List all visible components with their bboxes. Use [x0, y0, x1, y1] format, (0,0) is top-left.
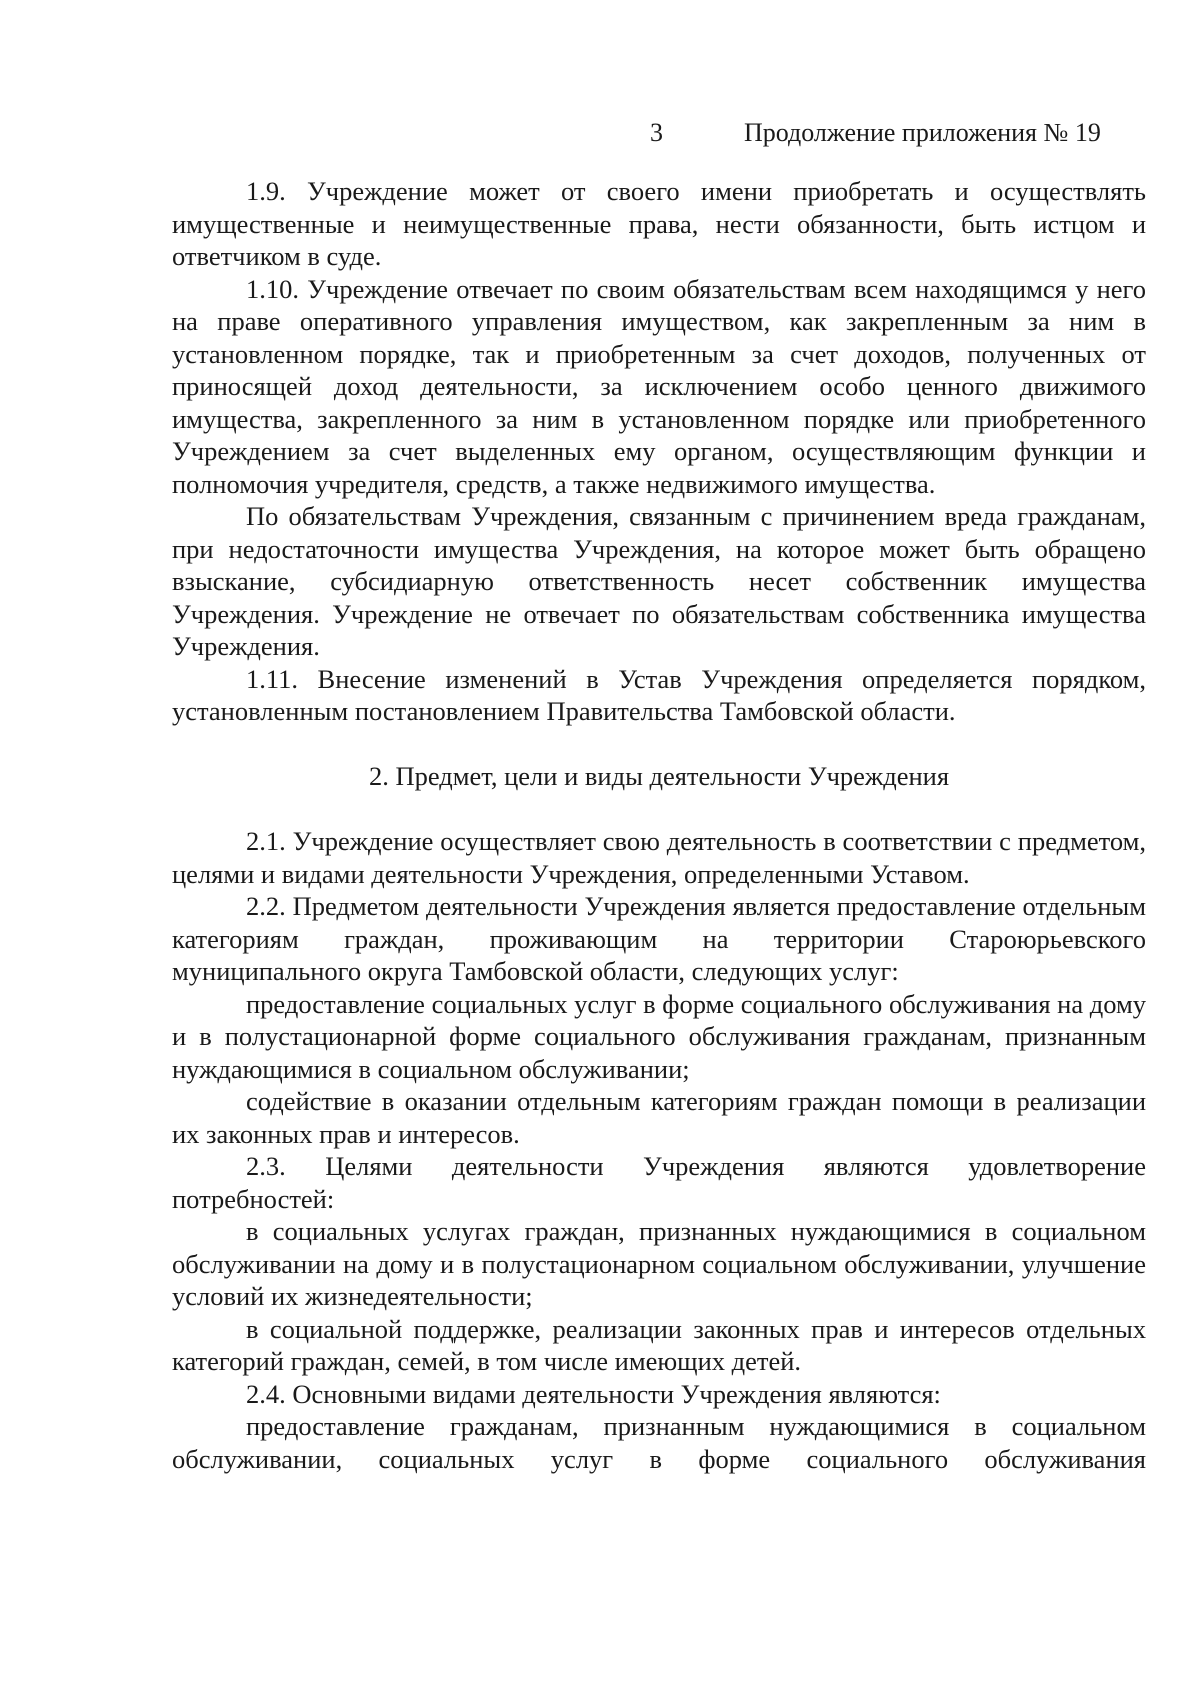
paragraph-1-10: 1.10. Учреждение отвечает по своим обязательствам всем находящимся у него на праве оперативного управления имуществом, как закрепленным за ним в установленном порядке, так и приобретенным за счет доходов, полученных от приносящей доход деятельности, за исключением особо ценного движимого имущества, закрепленного за ним в установленном порядке или приобретенного Учреждением за счет выделенных ему органом, осуществляющим функции и полномочия учредителя, средств, а также недвижимого имущества.	[172, 273, 1146, 499]
paragraph-2-3-item-2: в социальной поддержке, реализации законных прав и интересов отдельных категорий граждан, семей, в том числе имеющих детей.	[172, 1313, 1146, 1376]
document-body	[172, 175, 1146, 1475]
paragraph-1-11: 1.11. Внесение изменений в Устав Учреждения определяется порядком, установленным постановлением Правительства Тамбовской области.	[172, 663, 1146, 726]
paragraph-2-4: 2.4. Основными видами деятельности Учреждения являются:	[246, 1378, 941, 1409]
paragraph-2-2-item-2: содействие в оказании отдельным категориям граждан помощи в реализации их законных прав и интересов.	[172, 1086, 1146, 1149]
paragraph-2-3: 2.3. Целями деятельности Учреждения являются удовлетворение потребностей:	[172, 1151, 1146, 1214]
appendix-continuation-note: Продолжение приложения № 19	[744, 118, 1101, 147]
paragraph-1-9: 1.9. Учреждение может от своего имени приобретать и осуществлять имущественные и неимущественные права, нести обязанности, быть истцом и ответчиком в суде.	[172, 176, 1146, 271]
paragraph-2-4-item-1: предоставление гражданам, признанным нуждающимися в социальном обслуживании, социальных услуг в форме социального обслуживания	[172, 1411, 1146, 1474]
page-header	[0, 118, 1200, 154]
paragraph-liability: По обязательствам Учреждения, связанным с причинением вреда гражданам, при недостаточности имущества Учреждения, на которое может быть обращено взыскание, субсидиарную ответственность несет собственник имущества Учреждения. Учреждение не отвечает по обязательствам собственника имущества Учреждения.	[172, 501, 1146, 661]
page-number: 3	[650, 118, 663, 147]
paragraph-2-2: 2.2. Предметом деятельности Учреждения является предоставление отдельным категориям граждан, проживающим на территории Староюрьевского муниципального округа Тамбовской области, следующих услуг:	[172, 891, 1146, 986]
section-heading: 2. Предмет, цели и виды деятельности Учреждения	[368, 760, 950, 791]
paragraph-2-3-item-1: в социальных услугах граждан, признанных нуждающимися в социальном обслуживании на дому и в полустационарном социальном обслуживании, улучшение условий их жизнедеятельности;	[172, 1216, 1146, 1311]
paragraph-2-2-item-1: предоставление социальных услуг в форме социального обслуживания на дому и в полустационарной форме социального обслуживания гражданам, признанным нуждающимися в социальном обслуживании;	[172, 988, 1146, 1084]
paragraph-2-1: 2.1. Учреждение осуществляет свою деятельность в соответствии с предметом, целями и видами деятельности Учреждения, определенными Уставом.	[172, 826, 1146, 889]
